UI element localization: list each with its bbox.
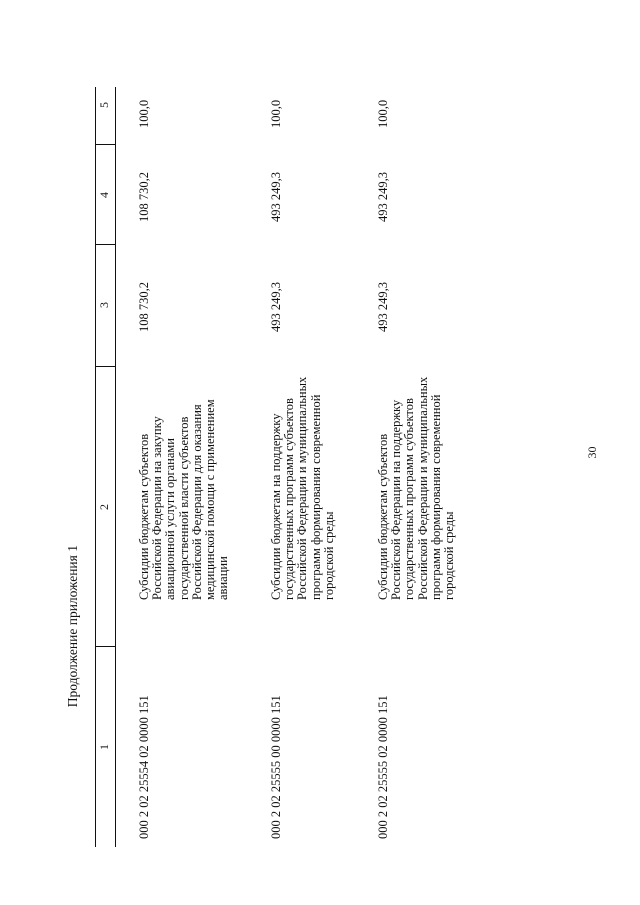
row-2-name-line: программ формирования современной [308,394,323,600]
row-3-col5: 100,0 [376,99,390,128]
column-header-2: 2 [97,504,111,510]
row-2-col3: 493 249,3 [269,282,283,332]
row-3-col3: 493 249,3 [376,282,390,332]
column-divider [95,646,115,647]
row-1-name-line: авиации [216,556,231,600]
row-1-col5: 100,0 [137,99,151,128]
row-3-col4: 493 249,3 [376,172,390,222]
row-1-name-line: Субсидии бюджетам субъектов [137,433,151,600]
row-2-col4: 493 249,3 [269,172,283,222]
row-2-col5: 100,0 [269,99,283,128]
column-header-4: 4 [97,192,111,198]
row-3-name-line: программ формирования современной [428,394,443,600]
column-header-5: 5 [97,102,111,108]
row-1-name-line: Российской Федерации для оказания [189,404,204,600]
row-3-name-line: Субсидии бюджетам субъектов [376,433,390,600]
row-1-code: 000 2 02 25554 02 0000 151 [137,695,151,839]
row-1-col4: 108 730,2 [137,172,151,222]
row-1-name-line: медицинской помощи с применением [203,399,218,600]
column-divider [95,366,115,367]
table-top-rule [95,87,96,847]
row-3-name-line: Российской Федерации и муниципальных [415,376,430,600]
row-1-col3: 108 730,2 [137,282,151,332]
row-2-name-line: Субсидии бюджетам на поддержку [269,413,283,600]
row-3-name-line: государственных программ субъектов [402,398,417,600]
continuation-label: Продолжение приложения 1 [65,545,80,708]
column-header-3: 3 [97,302,111,308]
column-header-1: 1 [97,744,111,750]
row-2-name-line: городской среды [321,511,336,600]
column-divider [95,244,115,245]
page-number: 30 [585,446,599,459]
row-1-name-line: авиационной услуги органами [163,438,178,600]
row-2-name [270,377,336,600]
row-1-name-line: Российской Федерации на закупку [150,416,165,600]
row-1-name [138,399,230,600]
row-3-name-line: Российской Федерации на поддержку [389,399,404,600]
row-2-name-line: государственных программ субъектов [282,398,297,600]
table-header-rule [115,87,116,847]
row-3-name-line: городской среды [442,511,457,600]
row-2-code: 000 2 02 25555 00 0000 151 [269,695,283,839]
row-3-code: 000 2 02 25555 02 0000 151 [376,695,390,839]
row-1-name-line: государственной власти субъектов [176,416,191,600]
row-3-name [377,377,456,600]
column-divider [95,144,115,145]
row-2-name-line: Российской Федерации и муниципальных [295,376,310,600]
